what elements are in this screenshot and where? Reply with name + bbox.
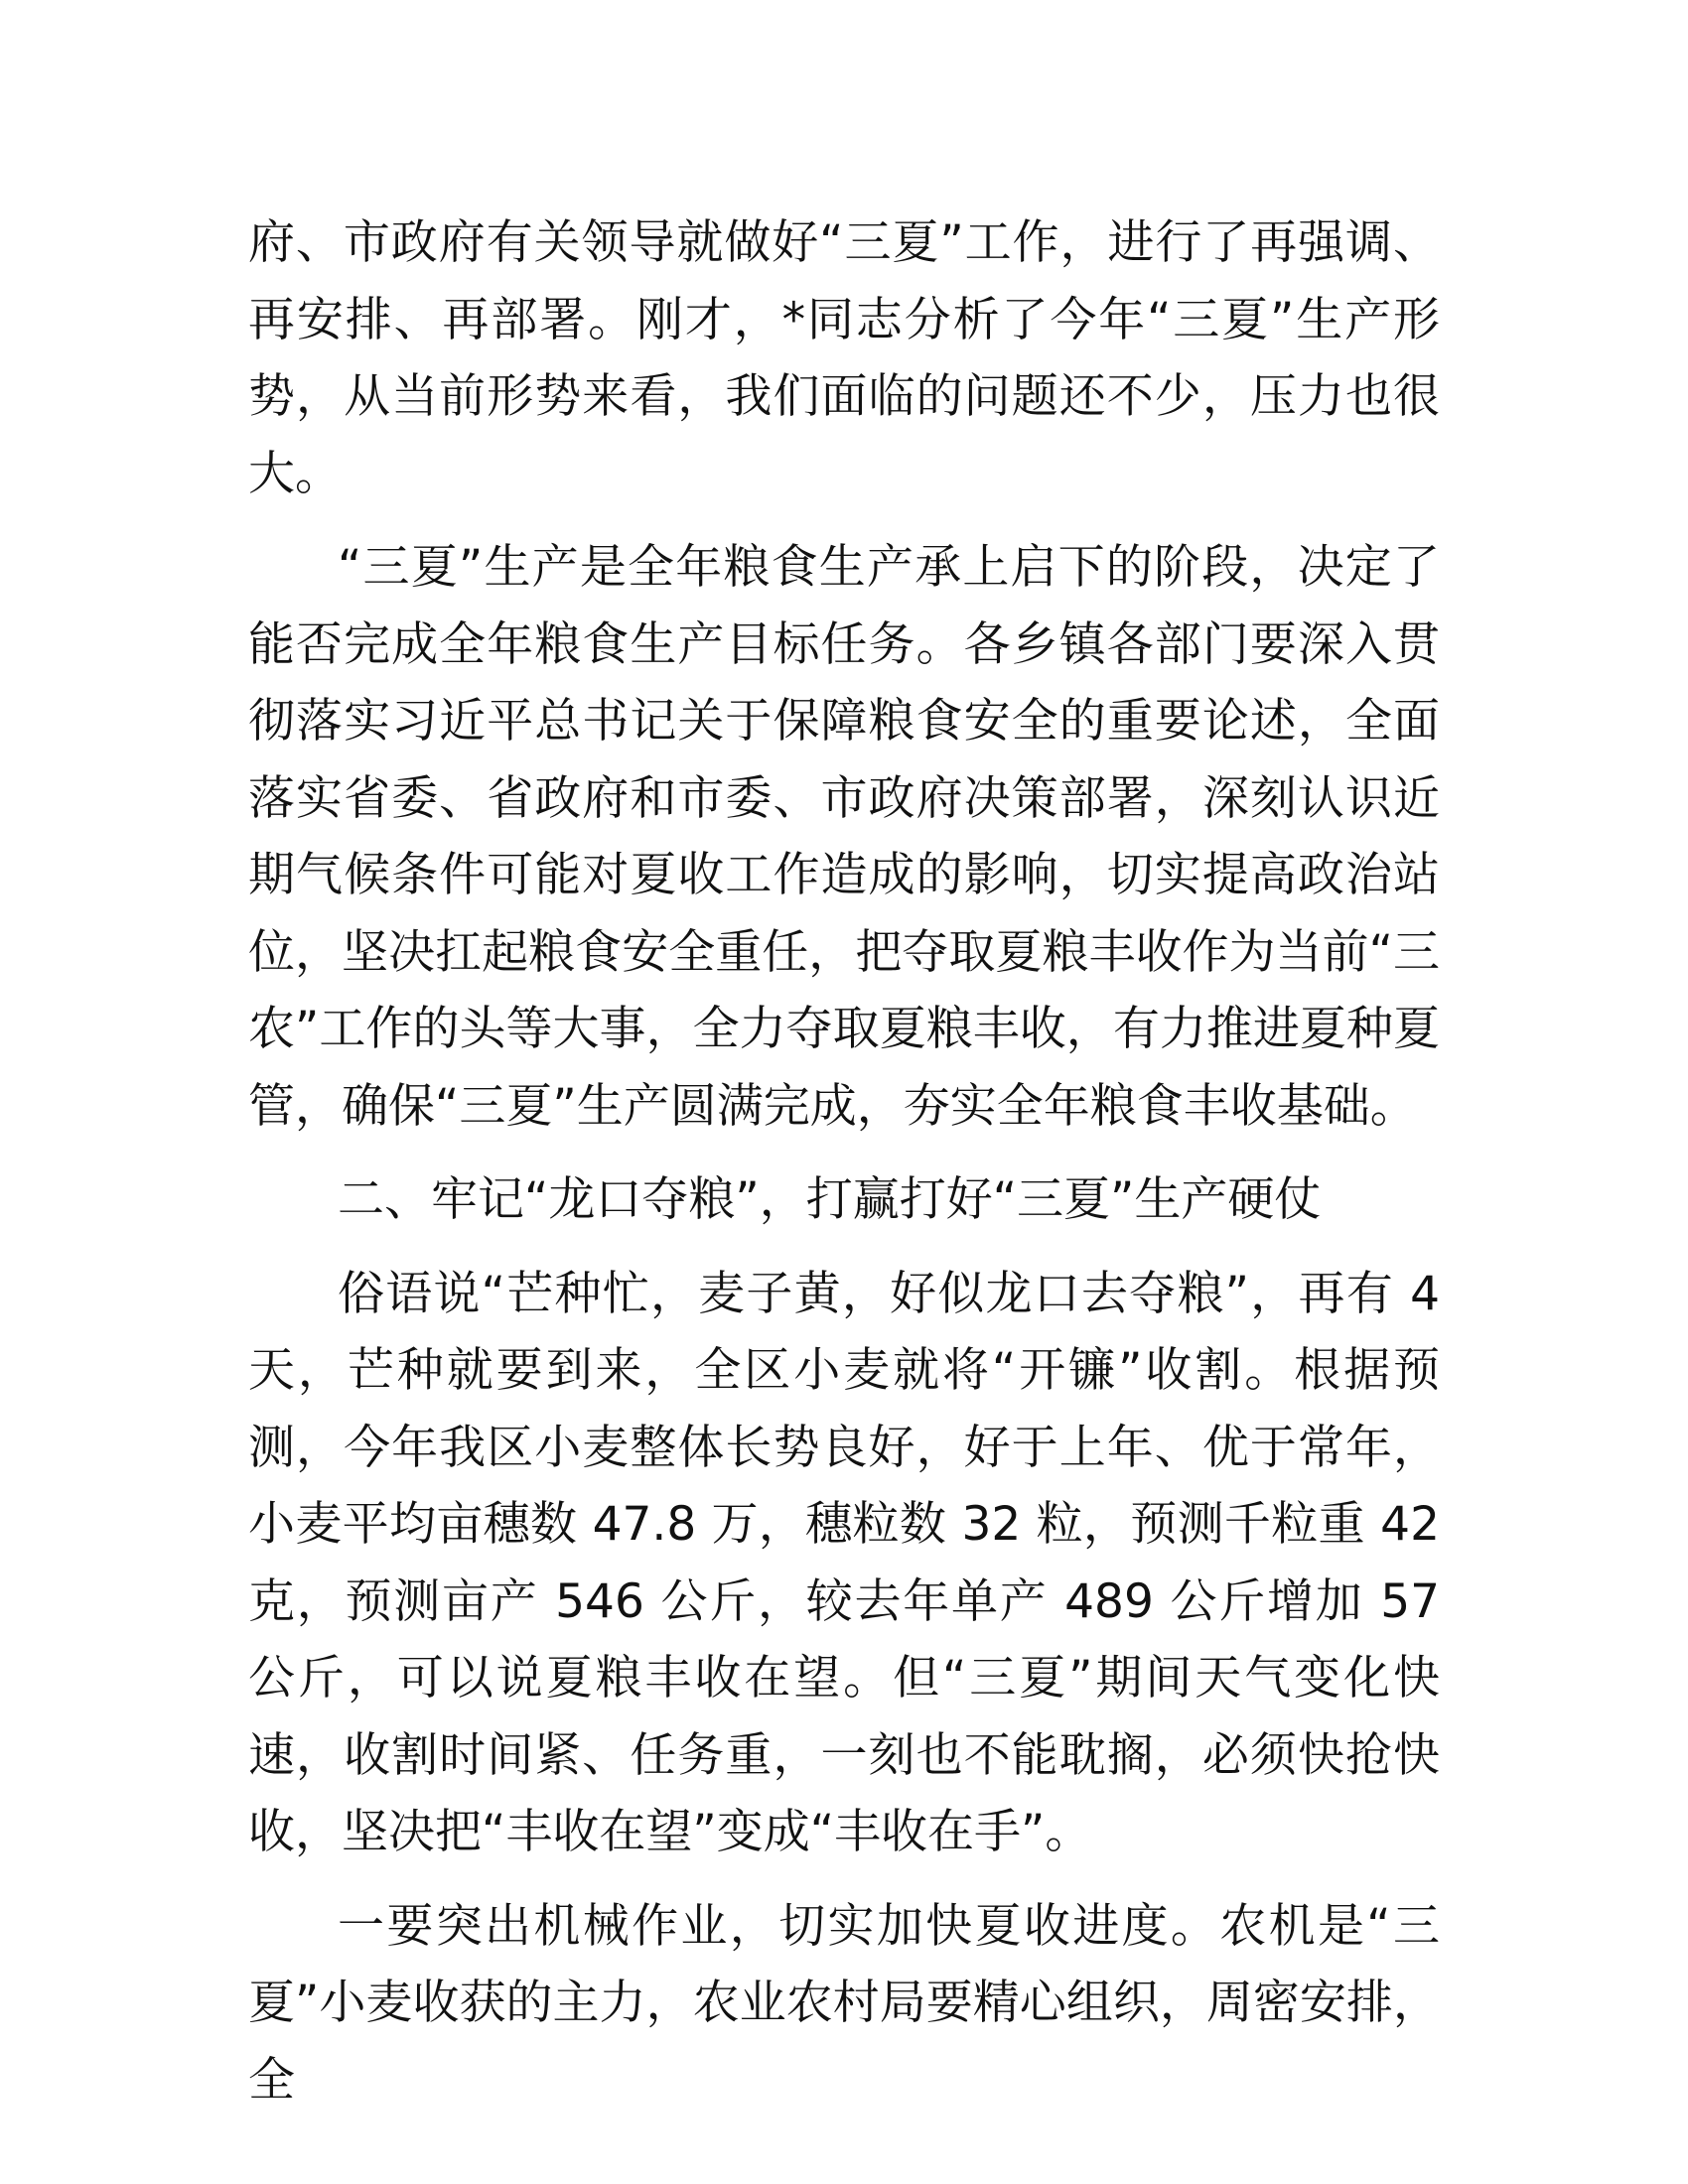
section-heading-two: 二、牢记“龙口夺粮”，打赢打好“三夏”生产硬仗: [338, 1172, 1322, 1227]
paragraph-mechanized-harvest: 一要突出机械作业，切实加快夏收进度。农机是“三夏”小麦收获的主力，农业农村局要精心组织，周密安排，全: [248, 1898, 1440, 2108]
paragraph-continuation: 府、市政府有关领导就做好“三夏”工作，进行了再强调、再安排、再部署。刚才，*同志分析了今年“三夏”生产形势，从当前形势来看，我们面临的问题还不少，压力也很大。: [248, 215, 1440, 501]
paragraph-wheat-forecast: 俗语说“芒种忙，麦子黄，好似龙口去夺粮”，再有 4 天，芒种就要到来，全区小麦就将“开镰”收割。根据预测，今年我区小麦整体长势良好，好于上年、优于常年，小麦平均亩穗数 47.8 万，穗粒数 32 粒，预测千粒重 42 克，预测亩产 546 公斤，较去年单产 489 公斤增加 57 公斤，可以说夏粮丰收在望。但“三夏”期间天气变化快速，收割时间紧、任务重，一刻也不能耽搁，必须快抢快收，坚决把“丰收在望”变成“丰收在手”。: [248, 1266, 1440, 1859]
document-body: [248, 205, 1440, 2118]
paragraph-summer-production-stage: “三夏”生产是全年粮食生产承上启下的阶段，决定了能否完成全年粮食生产目标任务。各乡镇各部门要深入贯彻落实习近平总书记关于保障粮食安全的重要论述，全面落实省委、省政府和市委、市政府决策部署，深刻认识近期气候条件可能对夏收工作造成的影响，切实提高政治站位，坚决扛起粮食安全重任，把夺取夏粮丰收作为当前“三农”工作的头等大事，全力夺取夏粮丰收，有力推进夏种夏管，确保“三夏”生产圆满完成，夯实全年粮食丰收基础。: [248, 540, 1440, 1134]
